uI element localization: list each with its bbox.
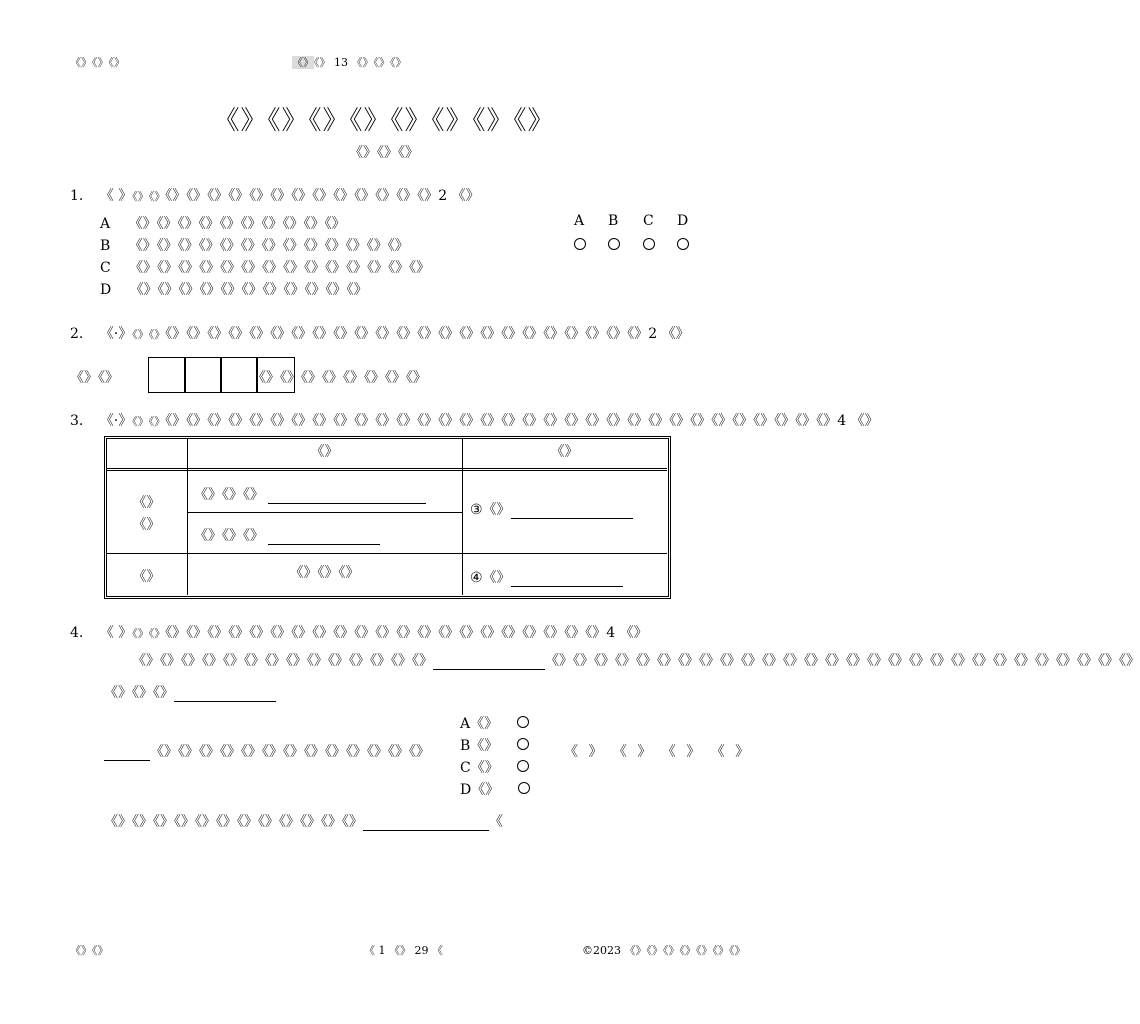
- radio-circle[interactable]: [517, 716, 529, 728]
- blank-field[interactable]: [174, 687, 276, 702]
- radio-b[interactable]: [608, 238, 620, 250]
- question-tag: 《·》: [99, 326, 133, 342]
- q4-line-3: [104, 741, 430, 761]
- radio-c[interactable]: [643, 238, 655, 250]
- question-4: [70, 622, 648, 642]
- question-text: 《》《》《》《》《》《》《》《》《》《》《》《》《》2 《》: [165, 188, 480, 204]
- q4-choice-a[interactable]: [460, 713, 529, 733]
- question-number: 4.: [70, 625, 84, 641]
- option-key: D: [100, 282, 112, 298]
- question-tag-small: 《》《》: [132, 190, 166, 203]
- option-text: 《》《》《》《》《》《》《》《》《》《》: [128, 216, 346, 232]
- q3-row1-cell-b: [194, 525, 380, 545]
- option-text: 《》《》《》《》《》《》《》《》《》《》《》《》《》: [128, 238, 409, 254]
- q4-text: 《: [489, 814, 503, 830]
- choice-label: C《》: [460, 760, 499, 776]
- question-tag-small: 《》《》: [132, 328, 166, 341]
- q3-cell-text: ④《》: [470, 570, 511, 586]
- radio-circle[interactable]: [517, 760, 529, 772]
- option-a: [100, 213, 346, 233]
- question-tag-small: 《》《》: [132, 627, 166, 640]
- radio-d[interactable]: [677, 238, 689, 250]
- q3-row-divider: [106, 553, 667, 554]
- q4-text: 《》《》《》: [104, 685, 174, 701]
- q4-text: 《》《》《》《》《》《》《》《》《》《》《》《》《》《》《》《》《》《》《》《》《》《》《》《》《》《》《》《》: [545, 653, 1140, 669]
- question-text: 《》《》《》《》《》《》《》《》《》《》《》《》《》《》《》《》《》《》《》《》《》《》《》《》《》《》《》《》《》《》《》《》4 《》: [165, 413, 879, 429]
- q3-header-line: [106, 468, 667, 469]
- question-tag: 《·》: [99, 413, 133, 429]
- q4-line-1: [132, 650, 1140, 670]
- blank-field[interactable]: [268, 489, 426, 504]
- q3-inner-divider: [187, 512, 462, 513]
- q3-cell-text: 《》《》《》: [194, 528, 264, 544]
- q4-choice-b[interactable]: [460, 735, 529, 755]
- q2-label: 《》《》: [70, 370, 119, 386]
- answer-key-b: B: [608, 213, 619, 229]
- q3-row1-cell-a: [194, 484, 426, 504]
- blank-field[interactable]: [363, 816, 489, 831]
- option-b: [100, 235, 409, 255]
- header-left: 《》《》《》: [70, 56, 125, 69]
- page-title: 《》《》《》《》《》《》《》《》: [213, 106, 555, 136]
- option-c: [100, 257, 430, 277]
- blank-field[interactable]: [104, 746, 150, 761]
- question-tag: 《 》: [99, 625, 133, 641]
- q3-row1-label-a: 《》: [132, 495, 161, 511]
- q3-col2-header: 《》: [310, 444, 339, 460]
- q2-after-text: 《》《》《》《》《》《》《》《》: [252, 370, 427, 386]
- q3-cell-text: ③《》: [470, 502, 511, 518]
- answer-box-1[interactable]: [148, 357, 186, 393]
- option-key: B: [100, 238, 111, 254]
- q4-line-2: [104, 682, 276, 702]
- q4-right-text: 《 》 《 》 《 》 《 》: [564, 744, 753, 760]
- q3-header-line-2: [106, 470, 667, 471]
- answer-key-d: D: [677, 213, 689, 229]
- choice-label: A《》: [460, 716, 499, 732]
- option-key: A: [100, 216, 111, 232]
- q4-text: 《》《》《》《》《》《》《》《》《》《》《》《》: [104, 814, 363, 830]
- q4-choice-d[interactable]: [460, 779, 530, 799]
- blank-field[interactable]: [433, 655, 545, 670]
- choice-label: D《》: [460, 782, 500, 798]
- q4-line-4: [104, 811, 503, 831]
- question-1: [70, 185, 480, 205]
- blank-field[interactable]: [268, 530, 380, 545]
- answer-key-c: C: [643, 213, 654, 229]
- blank-field[interactable]: [511, 572, 623, 587]
- blank-field[interactable]: [511, 504, 633, 519]
- choice-label: B《》: [460, 738, 499, 754]
- question-text: 《》《》《》《》《》《》《》《》《》《》《》《》《》《》《》《》《》《》《》《》《》《》《》2 《》: [165, 326, 690, 342]
- question-3: [70, 410, 879, 430]
- option-key: C: [100, 260, 111, 276]
- q3-row2-right: [470, 567, 623, 587]
- q4-text: 《》《》《》《》《》《》《》《》《》《》《》《》《》《》: [132, 653, 433, 669]
- answer-key-a: A: [574, 213, 585, 229]
- page-subtitle: 《》《》《》: [349, 145, 419, 161]
- question-tag-small: 《》《》: [132, 415, 166, 428]
- q4-text: 《》《》《》《》《》《》《》《》《》《》《》《》《》: [150, 744, 430, 760]
- option-d: [100, 279, 368, 299]
- q3-vline-2: [462, 438, 463, 595]
- option-text: 《》《》《》《》《》《》《》《》《》《》《》: [129, 282, 368, 298]
- question-tag: 《 》: [99, 188, 133, 204]
- question-2: [70, 323, 690, 343]
- footer-left: 《》《》: [70, 944, 109, 957]
- header-highlight: 《》: [292, 56, 314, 69]
- q3-col3-header: 《》: [550, 444, 579, 460]
- q3-cell-text: 《》《》《》: [194, 487, 264, 503]
- header-center: [292, 54, 407, 70]
- question-text: 《》《》《》《》《》《》《》《》《》《》《》《》《》《》《》《》《》《》《》《》《》4 《》: [165, 625, 648, 641]
- header-center-text: 《》 13 《》《》《》: [314, 56, 407, 69]
- radio-circle[interactable]: [517, 738, 529, 750]
- footer-copyright: ©2023 《》《》《》《》《》《》《》: [582, 944, 746, 957]
- option-text: 《》《》《》《》《》《》《》《》《》《》《》《》《》《》: [129, 260, 431, 276]
- footer-page-number: 《 1 《》 29 《: [364, 944, 443, 957]
- radio-a[interactable]: [574, 238, 586, 250]
- q3-row2-mid: 《》《》《》: [289, 565, 360, 581]
- question-number: 3.: [70, 413, 84, 429]
- q3-row1-right: [470, 499, 633, 519]
- radio-circle[interactable]: [518, 782, 530, 794]
- q3-row2-label: 《》: [132, 569, 161, 585]
- q3-row1-label-b: 《》: [132, 517, 161, 533]
- question-number: 1.: [70, 188, 84, 204]
- answer-box-2[interactable]: [184, 357, 222, 393]
- question-number: 2.: [70, 326, 84, 342]
- q4-choice-c[interactable]: [460, 757, 529, 777]
